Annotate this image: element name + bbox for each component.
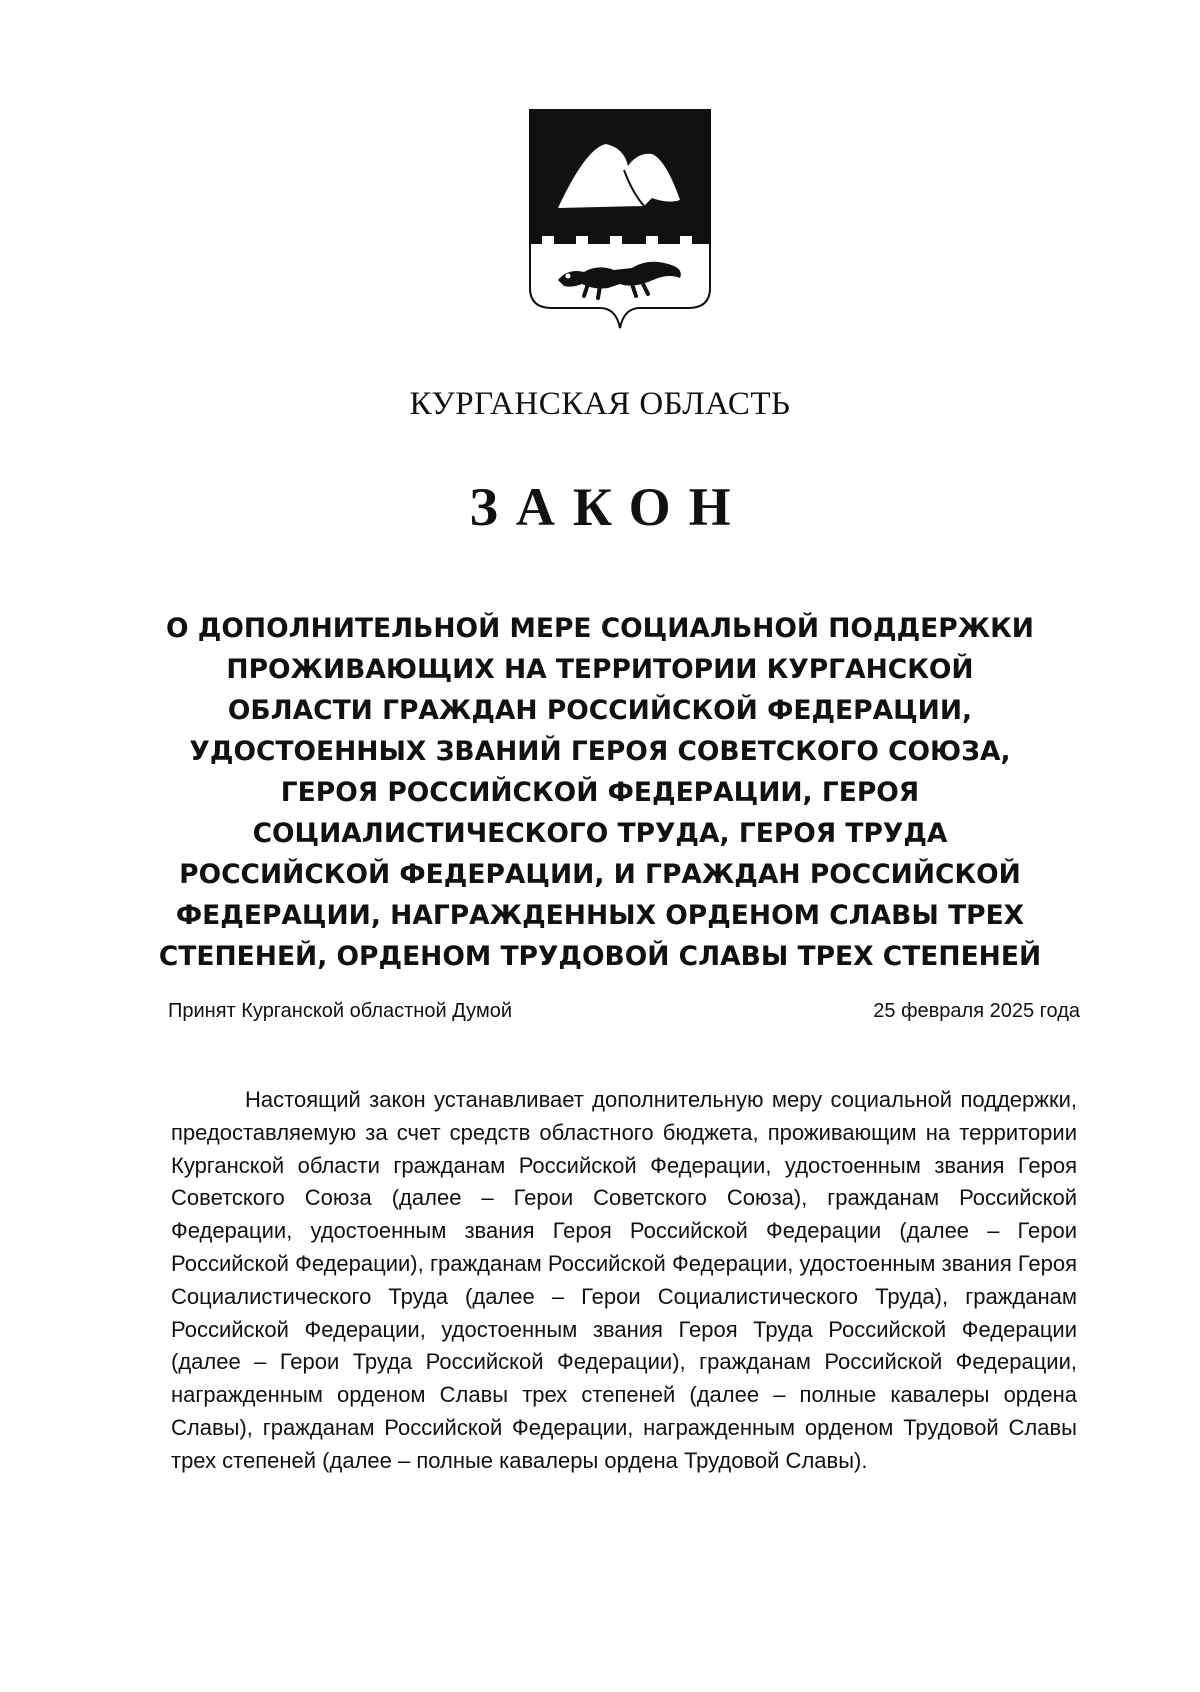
- coat-of-arms-icon: [528, 108, 712, 344]
- law-title-line: ОБЛАСТИ ГРАЖДАН РОССИЙСКОЙ ФЕДЕРАЦИИ,: [227, 695, 973, 726]
- document-type: ЗАКОН: [469, 477, 749, 537]
- adopted-by: Принят Курганской областной Думой: [168, 1000, 512, 1022]
- law-title: [150, 608, 1050, 977]
- law-title-line: СТЕПЕНЕЙ, ОРДЕНОМ ТРУДОВОЙ СЛАВЫ ТРЕХ СТЕПЕНЕЙ: [158, 941, 1042, 972]
- law-title-line: О ДОПОЛНИТЕЛЬНОЙ МЕРЕ СОЦИАЛЬНОЙ ПОДДЕРЖКИ: [166, 613, 1034, 644]
- coat-of-arms-emblem: [528, 108, 712, 344]
- law-title-line: ГЕРОЯ РОССИЙСКОЙ ФЕДЕРАЦИИ, ГЕРОЯ: [280, 777, 920, 808]
- law-title-line: РОССИЙСКОЙ ФЕДЕРАЦИИ, И ГРАЖДАН РОССИЙСКОЙ: [179, 859, 1021, 890]
- adoption-date: 25 февраля 2025 года: [873, 1000, 1080, 1022]
- law-title-line: ПРОЖИВАЮЩИХ НА ТЕРРИТОРИИ КУРГАНСКОЙ: [226, 654, 974, 685]
- region-name: КУРГАНСКАЯ ОБЛАСТЬ: [409, 386, 791, 422]
- law-title-line: УДОСТОЕННЫХ ЗВАНИЙ ГЕРОЯ СОВЕТСКОГО СОЮЗА,: [189, 736, 1011, 767]
- law-title-line: СОЦИАЛИСТИЧЕСКОГО ТРУДА, ГЕРОЯ ТРУДА: [252, 818, 948, 849]
- body-paragraph: Настоящий закон устанавливает дополнительную меру социальной поддержки, предоставляемую за счет средств областного бюджета, проживающим на территории Курганской области гражданам Российской Федерации, удостоенным звания Героя Советского Союза (далее – Герои Советского Союза), гражданам Российской Федерации, удостоенным звания Героя Российской Федерации (далее – Герои Российской Федерации), гражданам Российской Федерации, удостоенным звания Героя Социалистического Труда (далее – Герои Социалистического Труда), гражданам Российской Федерации, удостоенным звания Героя Труда Российской Федерации (далее – Герои Труда Российской Федерации), гражданам Российской Федерации, награжденным орденом Славы трех степеней (далее – полные кавалеры ордена Славы), гражданам Российской Федерации, награжденным орденом Трудовой Славы трех степеней (далее – полные кавалеры ордена Трудовой Славы).: [171, 1087, 1077, 1473]
- law-title-line: ФЕДЕРАЦИИ, НАГРАЖДЕННЫХ ОРДЕНОМ СЛАВЫ ТРЕХ: [175, 900, 1025, 931]
